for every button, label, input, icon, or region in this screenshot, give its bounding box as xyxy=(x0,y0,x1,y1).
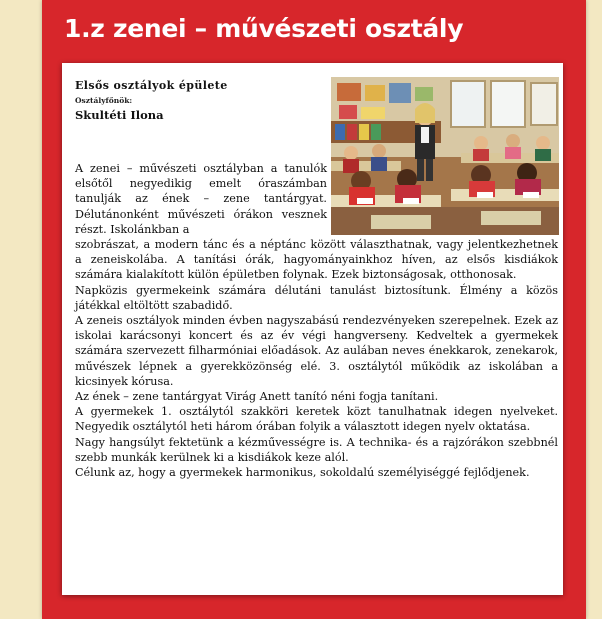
paragraph-goal: Célunk az, hogy a gyermekek harmonikus, sokoldalú személyiséggé fejlődjenek. xyxy=(75,466,530,480)
building-heading: Elsős osztályok épülete xyxy=(75,79,228,92)
page-title: 1.z zenei – művészeti osztály xyxy=(64,14,464,43)
teacher-name: Skultéti Ilona xyxy=(75,108,164,122)
paragraph-languages: A gyermekek 1. osztálytól szakköri keretek közt tanulhatnak idegen nyelveket. Negyedik osztálytól heti három órában folyik a választott idegen nyelv oktatása. xyxy=(75,405,558,434)
paragraph-events: A zeneis osztályok minden évben nagyszabású rendezvényeken szerepelnek. Ezek az iskolai karácsonyi koncert és az év végi hangverseny. Kedveltek a gyermekek számára szervezett filharmóniai előadások. Az aulában neves énekkarok, zenekarok, művészek lépnek a gyerekközönség elé. 3. osztálytól működik az iskolában a kicsinyek kórusa. xyxy=(75,314,558,388)
paragraph-crafts: Nagy hangsúlyt fektetünk a kézművességre is. A technika- és a rajzórákon szebbnél szebb munkák kerülnek ki a kisdiákok keze alól. xyxy=(75,435,558,464)
teachers-label: Osztályfőnök: xyxy=(75,96,133,105)
paragraph-music-teacher: Az ének – zene tantárgyat Virág Anett tanító néni fogja tanítani. xyxy=(75,390,439,404)
paragraph-art-options: szobrászat, a modern tánc és a néptánc között választhatnak, vagy jelentkezhetnek a zeneiskolába. A tanítási órák, hagyományainkhoz híven, az elsős kisdiákok számára kialakított külön épületben folynak. Ezek biztonságosak, otthonosak. xyxy=(75,238,558,282)
body-text xyxy=(75,161,558,480)
intro-paragraph: A zenei – művészeti osztályban a tanulók elsőtől negyedikig emelt óraszámban tanulják az ének – zene tantárgyat. Délutánonként művészeti órákon vesznek részt. Iskolánkban a xyxy=(75,162,327,236)
red-frame xyxy=(42,0,586,619)
content-card xyxy=(62,63,563,595)
paragraph-afterschool: Napközis gyermekeink számára délutáni tanulást biztosítunk. Élmény a közös játékkal eltöltött szabadidő. xyxy=(75,283,558,312)
